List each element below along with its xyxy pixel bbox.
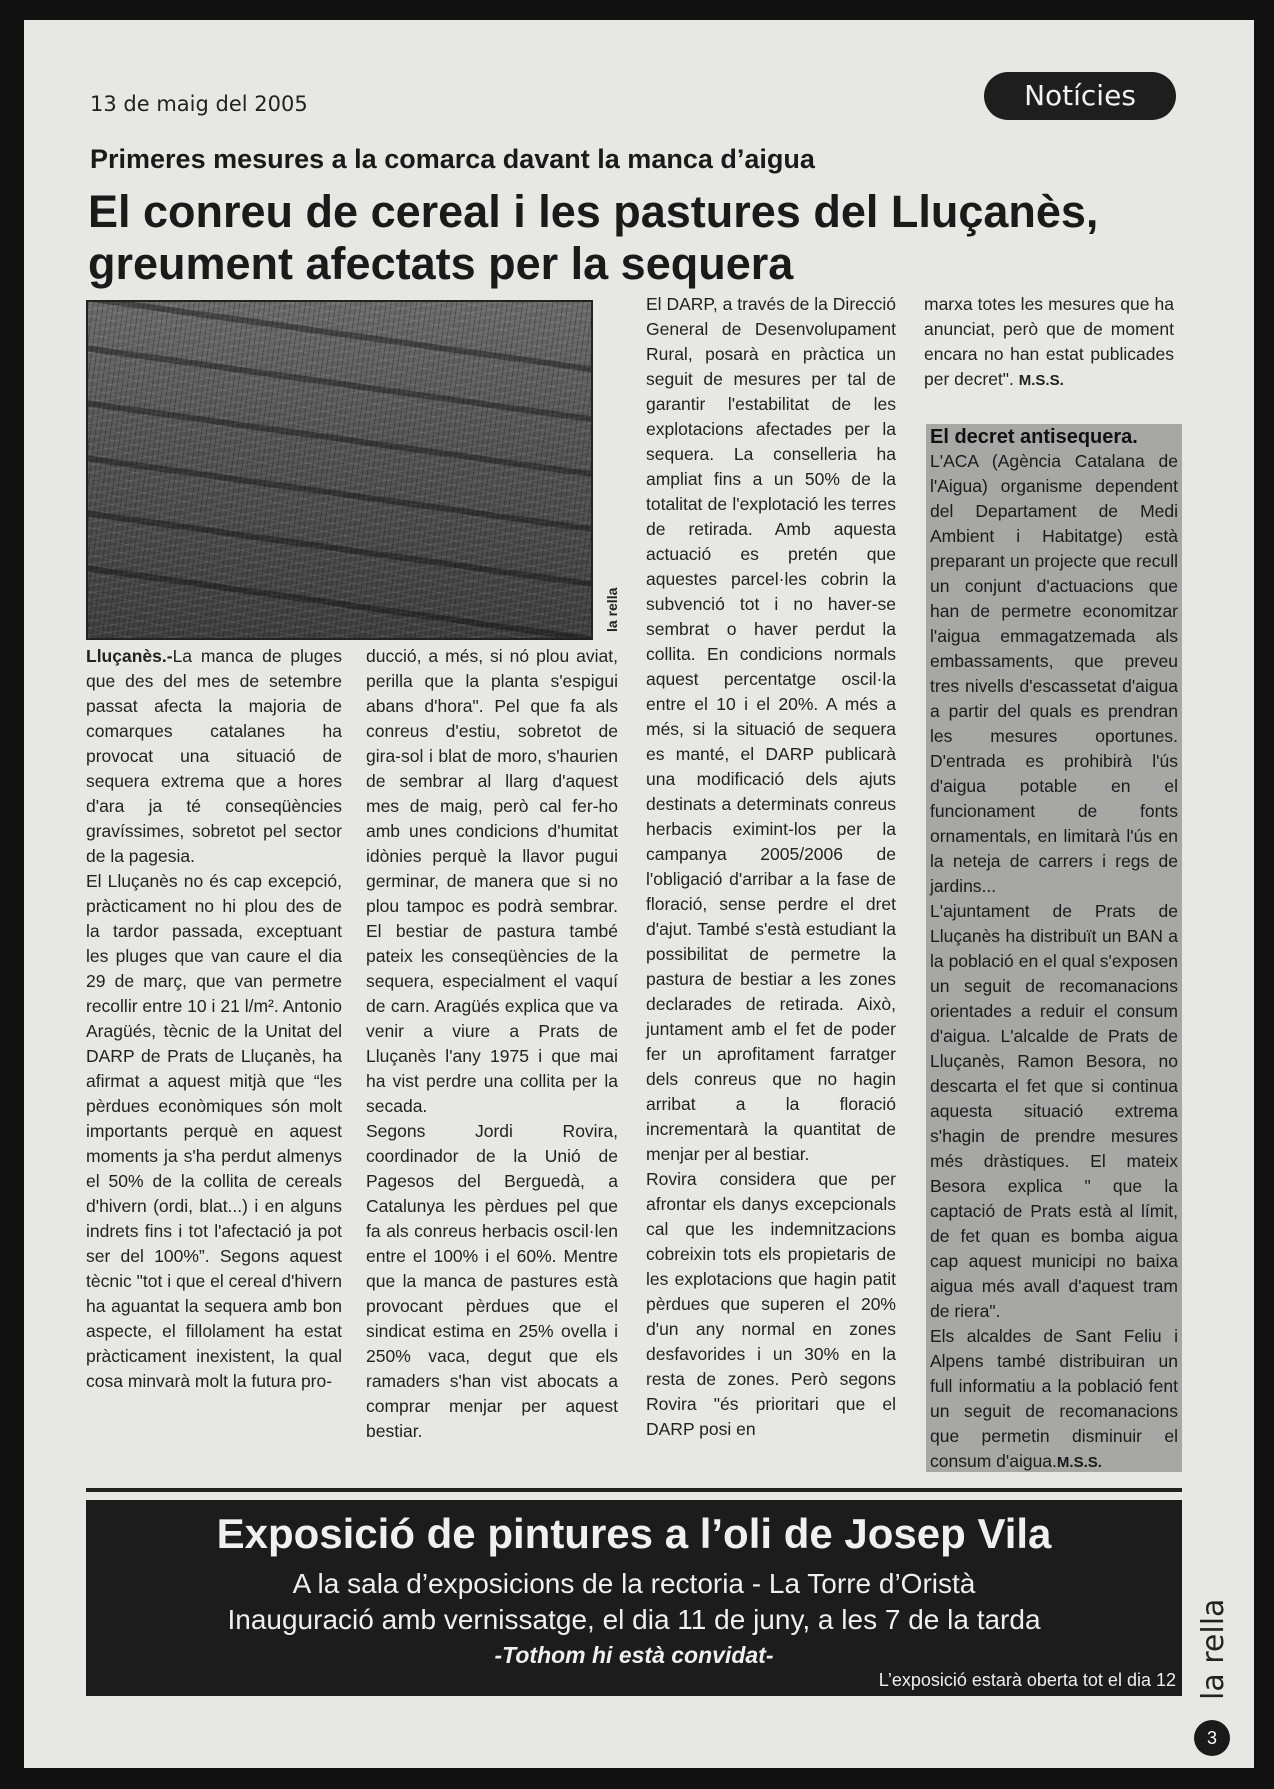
article-paragraph: El DARP, a través de la Direcció General de Desenvolupament Rural, posarà en pràctica un seguit de mesures per tal de garantir l'estabilitat de les explotacions afectades per la sequera. La conselleria ha ampliat fins a un 50% de la totalitat de l'explotació les terres de retirada. Amb aquesta actuació es pretén que aquestes parcel·les cobrin la subvenció tot i no haver-se sembrat o haver perdut la collita. En condicions normals aquest percentatge oscil·la entre el 10 i el 20%. A més a més, si la situació de sequera es manté, el DARP publicarà una modificació dels ajuts destinats a determinats conreus herbacis eximint-los per la campanya 2005/2006 de l'obligació d'arribar a la fase de floració, sense perdre el dret d'ajut. També s'està estudiant la possibilitat de permetre la pastura de bestiar a les zones declarades de retirada. Això, juntament amb el fet de poder fer un aprofitament farratger dels conreus que no hagin arribat a la floració incrementarà la quantitat de menjar per al bestiar.: [646, 294, 896, 1164]
banner-title: Exposició de pintures a l’oli de Josep Vila: [216, 1510, 1052, 1557]
article-column-4: [924, 292, 1174, 393]
article-subhead: Primeres mesures a la comarca davant la manca d’aigua: [90, 144, 815, 174]
article-paragraph: La manca de pluges que des del mes de setembre passat afecta la majoria de comarques catalanes ha provocat una situació de sequera extrema que a hores d'ara ja té conseqüències gravíssimes, sobretot pel sector de la pagesia.: [86, 646, 342, 866]
sidebar-title: El decret antisequera.: [930, 426, 1138, 448]
article-signature: M.S.S.: [1018, 372, 1064, 389]
article-paragraph: Rovira considera que per afrontar els danys excepcionals cal que les indemnitzacions cobreixin tots els propietaris de les explotacions que hagin patit pèrdues que superen el 20% d'un any normal en zones desfavorides i un 30% en la resta de zones. Però segons Rovira "és prioritari que el DARP posi en: [646, 1169, 896, 1439]
article-headline: El conreu de cereal i les pastures del Lluçanès, greument afectats per la sequera: [88, 186, 1099, 289]
exhibition-banner: [86, 1500, 1182, 1696]
sidebar-signature: M.S.S.: [1056, 1454, 1102, 1471]
article-paragraph: Segons Jordi Rovira, coordinador de la Unió de Pagesos del Berguedà, a Catalunya les pèrdues pel que fa als conreus herbacis oscil·len entre el 100% i el 60%. Mentre que la manca de pastures està provocant pèrdues que el sindicat estima en 25% ovella i 250% vaca, degut que els ramaders s'han vist abocats a comprar menjar per aquest bestiar.: [366, 1121, 618, 1441]
newspaper-page: [24, 20, 1254, 1768]
photo-credit: la rella: [604, 587, 620, 632]
banner-opening: Inauguració amb vernissatge, el dia 11 de juny, a les 7 de la tarda: [227, 1604, 1041, 1635]
issue-date: 13 de maig del 2005: [90, 92, 308, 116]
banner-venue: A la sala d’exposicions de la rectoria - La Torre d’Oristà: [292, 1568, 976, 1599]
article-paragraph: ducció, a més, si nó plou aviat, perilla que la planta s'espigui abans d'hora". Pel que fa als conreus d'estiu, sobretot de gira-sol i blat de moro, s'haurien de sembrar al llarg d'aquest mes de maig, però cal fer-ho amb unes condicions d'humitat idònies perquè la llavor pugui germinar, de manera que si no plou tampoc es podrà sembrar. El bestiar de pastura també pateix les conseqüències de la sequera, especialment el vaquí de carn. Aragüés explica que va venir a viure a Prats de Lluçanès l'any 1975 i que mai ha vist perdre una collita per la secada.: [366, 646, 618, 1116]
sidebar-paragraph: L'ACA (Agència Catalana de l'Aigua) organisme dependent del Departament de Medi Ambient i Habitatge) està preparant un projecte que recull un conjunt d'actuacions que han de permetre economitzar l'aigua emmagatzemada als embassaments, que preveu tres nivells d'escassetat d'aigua a partir del quals es prendran les mesures oportunes. D'entrada es prohibirà l'ús d'aigua potable en el funcionament de fonts ornamentals, en limitarà l'ús en la neteja de carrers i regs de jardins...: [930, 451, 1178, 896]
article-paragraph: marxa totes les mesures que ha anunciat, però que de moment encara no han estat publicades per decret".: [924, 294, 1174, 389]
article-column-3: [646, 292, 896, 1442]
article-column-2: [366, 644, 618, 1444]
divider: [86, 1488, 1182, 1492]
sidebar-box: [926, 424, 1182, 1472]
article-column-1: [86, 644, 342, 1394]
banner-invitation: -Tothom hi està convidat-: [494, 1642, 774, 1668]
field-photo: [86, 300, 593, 640]
lead-place: Lluçanès.-: [86, 646, 173, 666]
publication-logo: la rella: [1196, 1598, 1231, 1700]
sidebar-paragraph: L'ajuntament de Prats de Lluçanès ha distribuït un BAN a la població en el qual s'exposen un seguit de recomanacions orientades a reduir el consum d'aigua. L'alcalde de Prats de Lluçanès, Ramon Besora, no descarta el fet que si continua aquesta situació extrema s'hagin de prendre mesures més dràstiques. El mateix Besora explica " que la captació de Prats està al límit, de fet quan es bomba aigua cap aquest municipi no baixa aigua més avall d'aquest tram de riera".: [930, 901, 1178, 1321]
section-badge: Notícies: [984, 72, 1176, 120]
sidebar-paragraph: Els alcaldes de Sant Feliu i Alpens també distribuiran un full informatiu a la població fent un seguit de recomanacions que permetin disminuir el consum d'aigua.: [930, 1326, 1178, 1471]
banner-footer: L’exposició estarà oberta tot el dia 12: [878, 1670, 1176, 1690]
article-paragraph: El Lluçanès no és cap excepció, pràcticament no hi plou des de la tardor passada, exceptuant les pluges que van caure el dia 29 de març, que van permetre recollir entre 10 i 21 l/m². Antonio Aragüés, tècnic de la Unitat del DARP de Prats de Lluçanès, ha afirmat a aquest mitjà que “les pèrdues econòmiques són molt importants perquè en aquest moments ja s'ha perdut almenys el 50% de la collita de cereals d'hivern (ordi, blat...) i en alguns indrets fins i tot l'afectació ja pot ser del 100%”. Segons aquest tècnic "tot i que el cereal d'hivern ha aguantat la sequera amb bon aspecte, el fillolament ha estat pràcticament inexistent, la qual cosa minvarà molt la futura pro-: [86, 871, 342, 1391]
page-number: 3: [1194, 1720, 1230, 1756]
